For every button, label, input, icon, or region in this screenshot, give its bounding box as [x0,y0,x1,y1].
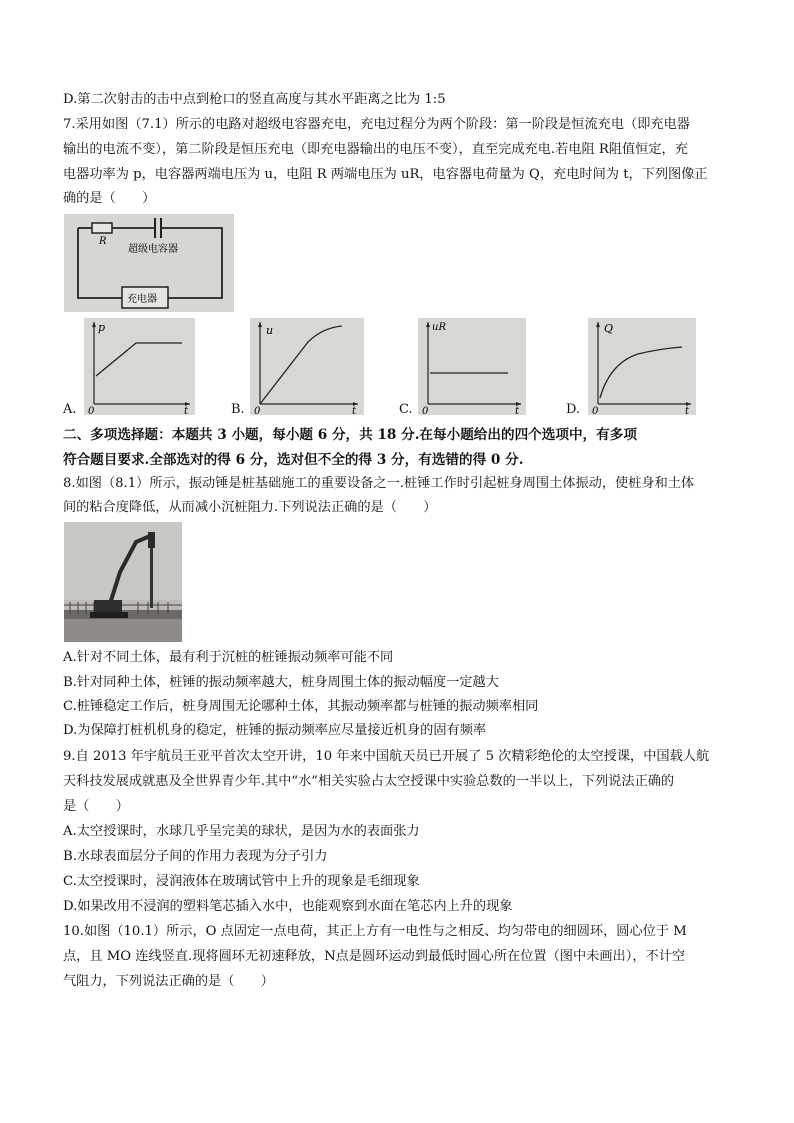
q7-stem-line3: 电器功率为 p，电容器两端电压为 u，电阻 R 两端电压为 uR，电容器电荷量为 Q，充电时间为 t，下列图像正 [63,167,708,182]
q8-option-b: B.针对同种土体，桩锤的振动频率越大，桩身周围土体的振动幅度一定越大 [63,675,499,690]
q7-stem-line1: 7.采用如图（7.1）所示的电路对超级电容器充电，充电过程分为两个阶段：第一阶段是恒流充电（即充电器 [63,117,690,132]
q8-option-d: D.为保障打桩机机身的稳定，桩锤的振动频率应尽量接近机身的固有频率 [63,723,487,738]
q9-option-b: B.水球表面层分子间的作用力表现为分子引力 [63,849,328,864]
q9-stem-line1: 9.自 2013 年宇航员王亚平首次太空开讲，10 年来中国航天员已开展了 5 次精彩绝伦的太空授课，中国载人航 [63,749,710,764]
svg-text:Q: Q [604,322,614,335]
svg-text:t: t [515,406,520,415]
q8-option-a: A.针对不同土体，最有利于沉桩的桩锤振动频率可能不同 [63,650,394,665]
q8-stem-line2: 间的粘合度降低，从而减小沉桩阻力.下列说法正确的是（ ） [63,500,437,515]
q9-option-a: A.太空授课时，水球几乎呈完美的球状，是因为水的表面张力 [63,824,420,839]
q7-graph-c [418,318,526,415]
q7-option-d-label: D. [566,402,581,417]
q7-circuit-figure [64,214,234,312]
svg-text:uR: uR [432,322,446,333]
svg-text:0: 0 [592,406,599,415]
q10-stem-line2: 点，且 MO 连线竖直.现将圆环无初速释放，N点是圆环运动到最低时圆心所在位置（图中未画出），不计空 [63,949,686,964]
svg-text:t: t [184,406,189,415]
q8-stem-line1: 8.如图（8.1）所示，振动锤是桩基础施工的重要设备之一.桩锤工作时引起桩身周围土体振动，使桩身和土体 [63,476,695,491]
q10-stem-line1: 10.如图（10.1）所示，O 点固定一点电荷，其正上方有一电性与之相反、均匀带电的细圆环，圆心位于 M [63,924,687,939]
q7-option-c-label: C. [399,402,413,417]
q7-stem-line2: 输出的电流不变），第二阶段是恒压充电（即充电器输出的电压不变），直至完成充电.若电阻 R阻值恒定，充 [63,142,688,157]
svg-text:0: 0 [254,406,261,415]
q8-option-c: C.桩锤稳定工作后，桩身周围无论哪种土体，其振动频率都与桩锤的振动频率相同 [63,699,539,714]
q9-option-c: C.太空授课时，浸润液体在玻璃试管中上升的现象是毛细现象 [63,874,420,889]
q7-stem-line4: 确的是（ ） [63,191,156,206]
svg-text:t: t [685,406,690,415]
q7-option-b-label: B. [231,402,245,417]
capacitor-label: 超级电容器 [128,244,178,255]
svg-text:p: p [98,321,106,334]
q7-option-a-label: A. [63,402,77,417]
q9-stem-line3: 是（ ） [63,799,129,814]
q9-stem-line2: 天科技发展成就惠及全世界青少年.其中“水”相关实验占太空授课中实验总数的一半以上，下列说法正确的 [63,774,675,789]
svg-text:t: t [352,406,357,415]
svg-text:0: 0 [88,406,95,415]
resistor-label: R [99,236,107,247]
q7-graph-d [588,318,696,415]
section2-heading-line2: 符合题目要求.全部选对的得 6 分，选对但不全的得 3 分，有选错的得 0 分. [63,452,524,468]
q9-option-d: D.如果改用不浸润的塑料笔芯插入水中，也能观察到水面在笔芯内上升的现象 [63,899,513,914]
q7-graph-a [84,318,195,415]
charger-label: 充电器 [127,294,157,305]
q8-pile-driver-photo [64,522,182,642]
svg-text:u: u [266,324,274,337]
q10-stem-line3: 气阻力，下列说法正确的是（ ） [63,974,274,989]
section2-heading-line1: 二、多项选择题：本题共 3 小题，每小题 6 分，共 18 分.在每小题给出的四个选项中，有多项 [63,427,637,443]
svg-text:0: 0 [422,406,429,415]
q7-graph-b [250,318,364,415]
q6-option-d: D.第二次射击的击中点到枪口的竖直高度与其水平距离之比为 1:5 [63,92,446,107]
